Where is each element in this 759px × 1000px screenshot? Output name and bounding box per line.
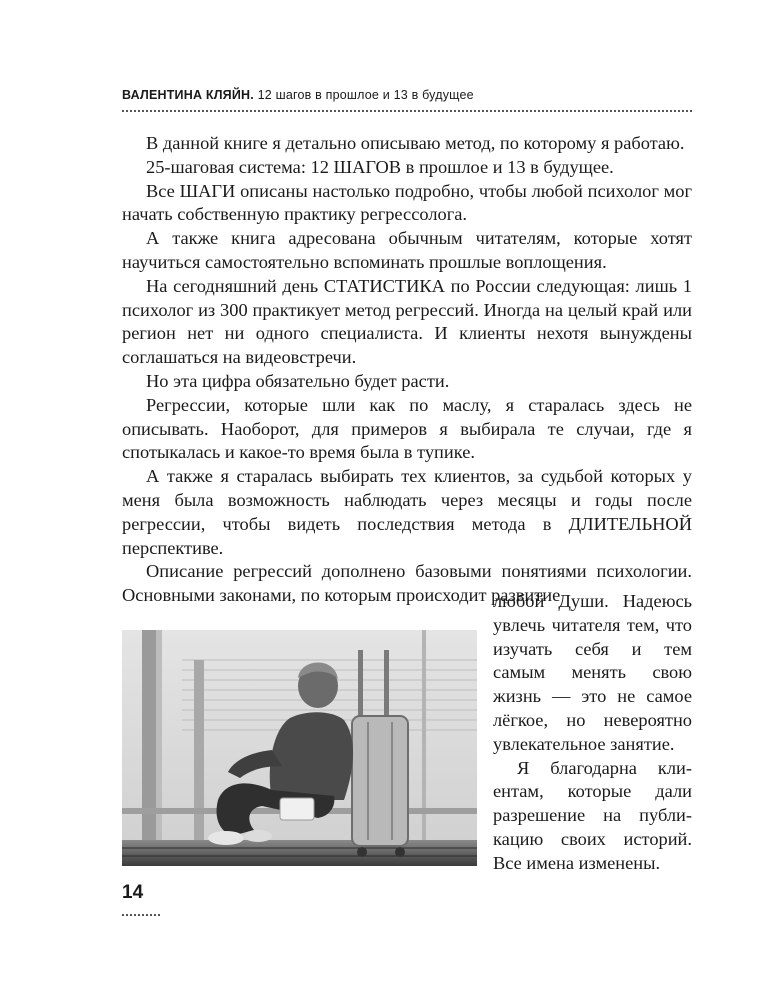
main-text	[122, 132, 692, 608]
paragraph: На сегодняшний день СТАТИСТИКА по России следующая: лишь 1 психолог из 300 практикует метод регрессий. Иногда на целый край или регион нет ни одного специалиста. И клиенты нехотя вынуждены соглашаться на видеовстречи.	[122, 275, 692, 368]
paragraph: Я благодарна клиентам, которые дали разрешение на публикацию своих историй. Все имена изменены.	[493, 757, 692, 873]
paragraph: любой Души. Надеюсь увлечь читателя тем, что изучать себя и тем самым менять свою жизнь — это не самое лёгкое, но невероятно увлекательное занятие.	[493, 591, 692, 754]
paragraph: Регрессии, которые шли как по маслу, я старалась здесь не описывать. Наоборот, для примеров я выбирала те случаи, где я спотыкалась и какое-то время была в тупике.	[122, 394, 692, 463]
header-book-title: 12 шагов в прошлое и 13 в будущее	[257, 88, 474, 102]
paragraph: Но эта цифра обязательно будет расти.	[146, 370, 450, 391]
running-head	[122, 88, 692, 102]
photo-illustration	[122, 630, 477, 866]
paragraph: А также книга адресована обычным читателям, которые хотят научиться самостоятельно вспоминать прошлые воплощения.	[122, 228, 692, 272]
paragraph: 25-шаговая система: 12 ШАГОВ в прошлое и 13 в будущее.	[146, 156, 614, 177]
paragraph: В данной книге я детально описываю метод, по которому я работаю.	[146, 133, 685, 153]
paragraph: А также я старалась выбирать тех клиентов, за судьбой которых у меня была возможность наблюдать через месяцы и годы после регрессии, чтобы видеть последствия метода в ДЛИТЕЛЬНОЙ перспективе.	[122, 466, 692, 558]
header-dotted-rule	[122, 110, 692, 112]
wrapped-text-column	[493, 590, 692, 876]
page-number: 14	[122, 882, 144, 903]
header-author: ВАЛЕНТИНА КЛЯЙН.	[122, 88, 254, 102]
page-number-dots	[122, 914, 160, 916]
paragraph: Описание регрессий дополнено базовыми понятиями психологии. Основными законами, по которым происходит развитие	[122, 561, 692, 606]
paragraph: Все ШАГИ описаны настолько подробно, чтобы любой психолог мог начать собственную практику регрессолога.	[122, 180, 692, 225]
photo-woman-with-suitcase	[122, 630, 477, 866]
